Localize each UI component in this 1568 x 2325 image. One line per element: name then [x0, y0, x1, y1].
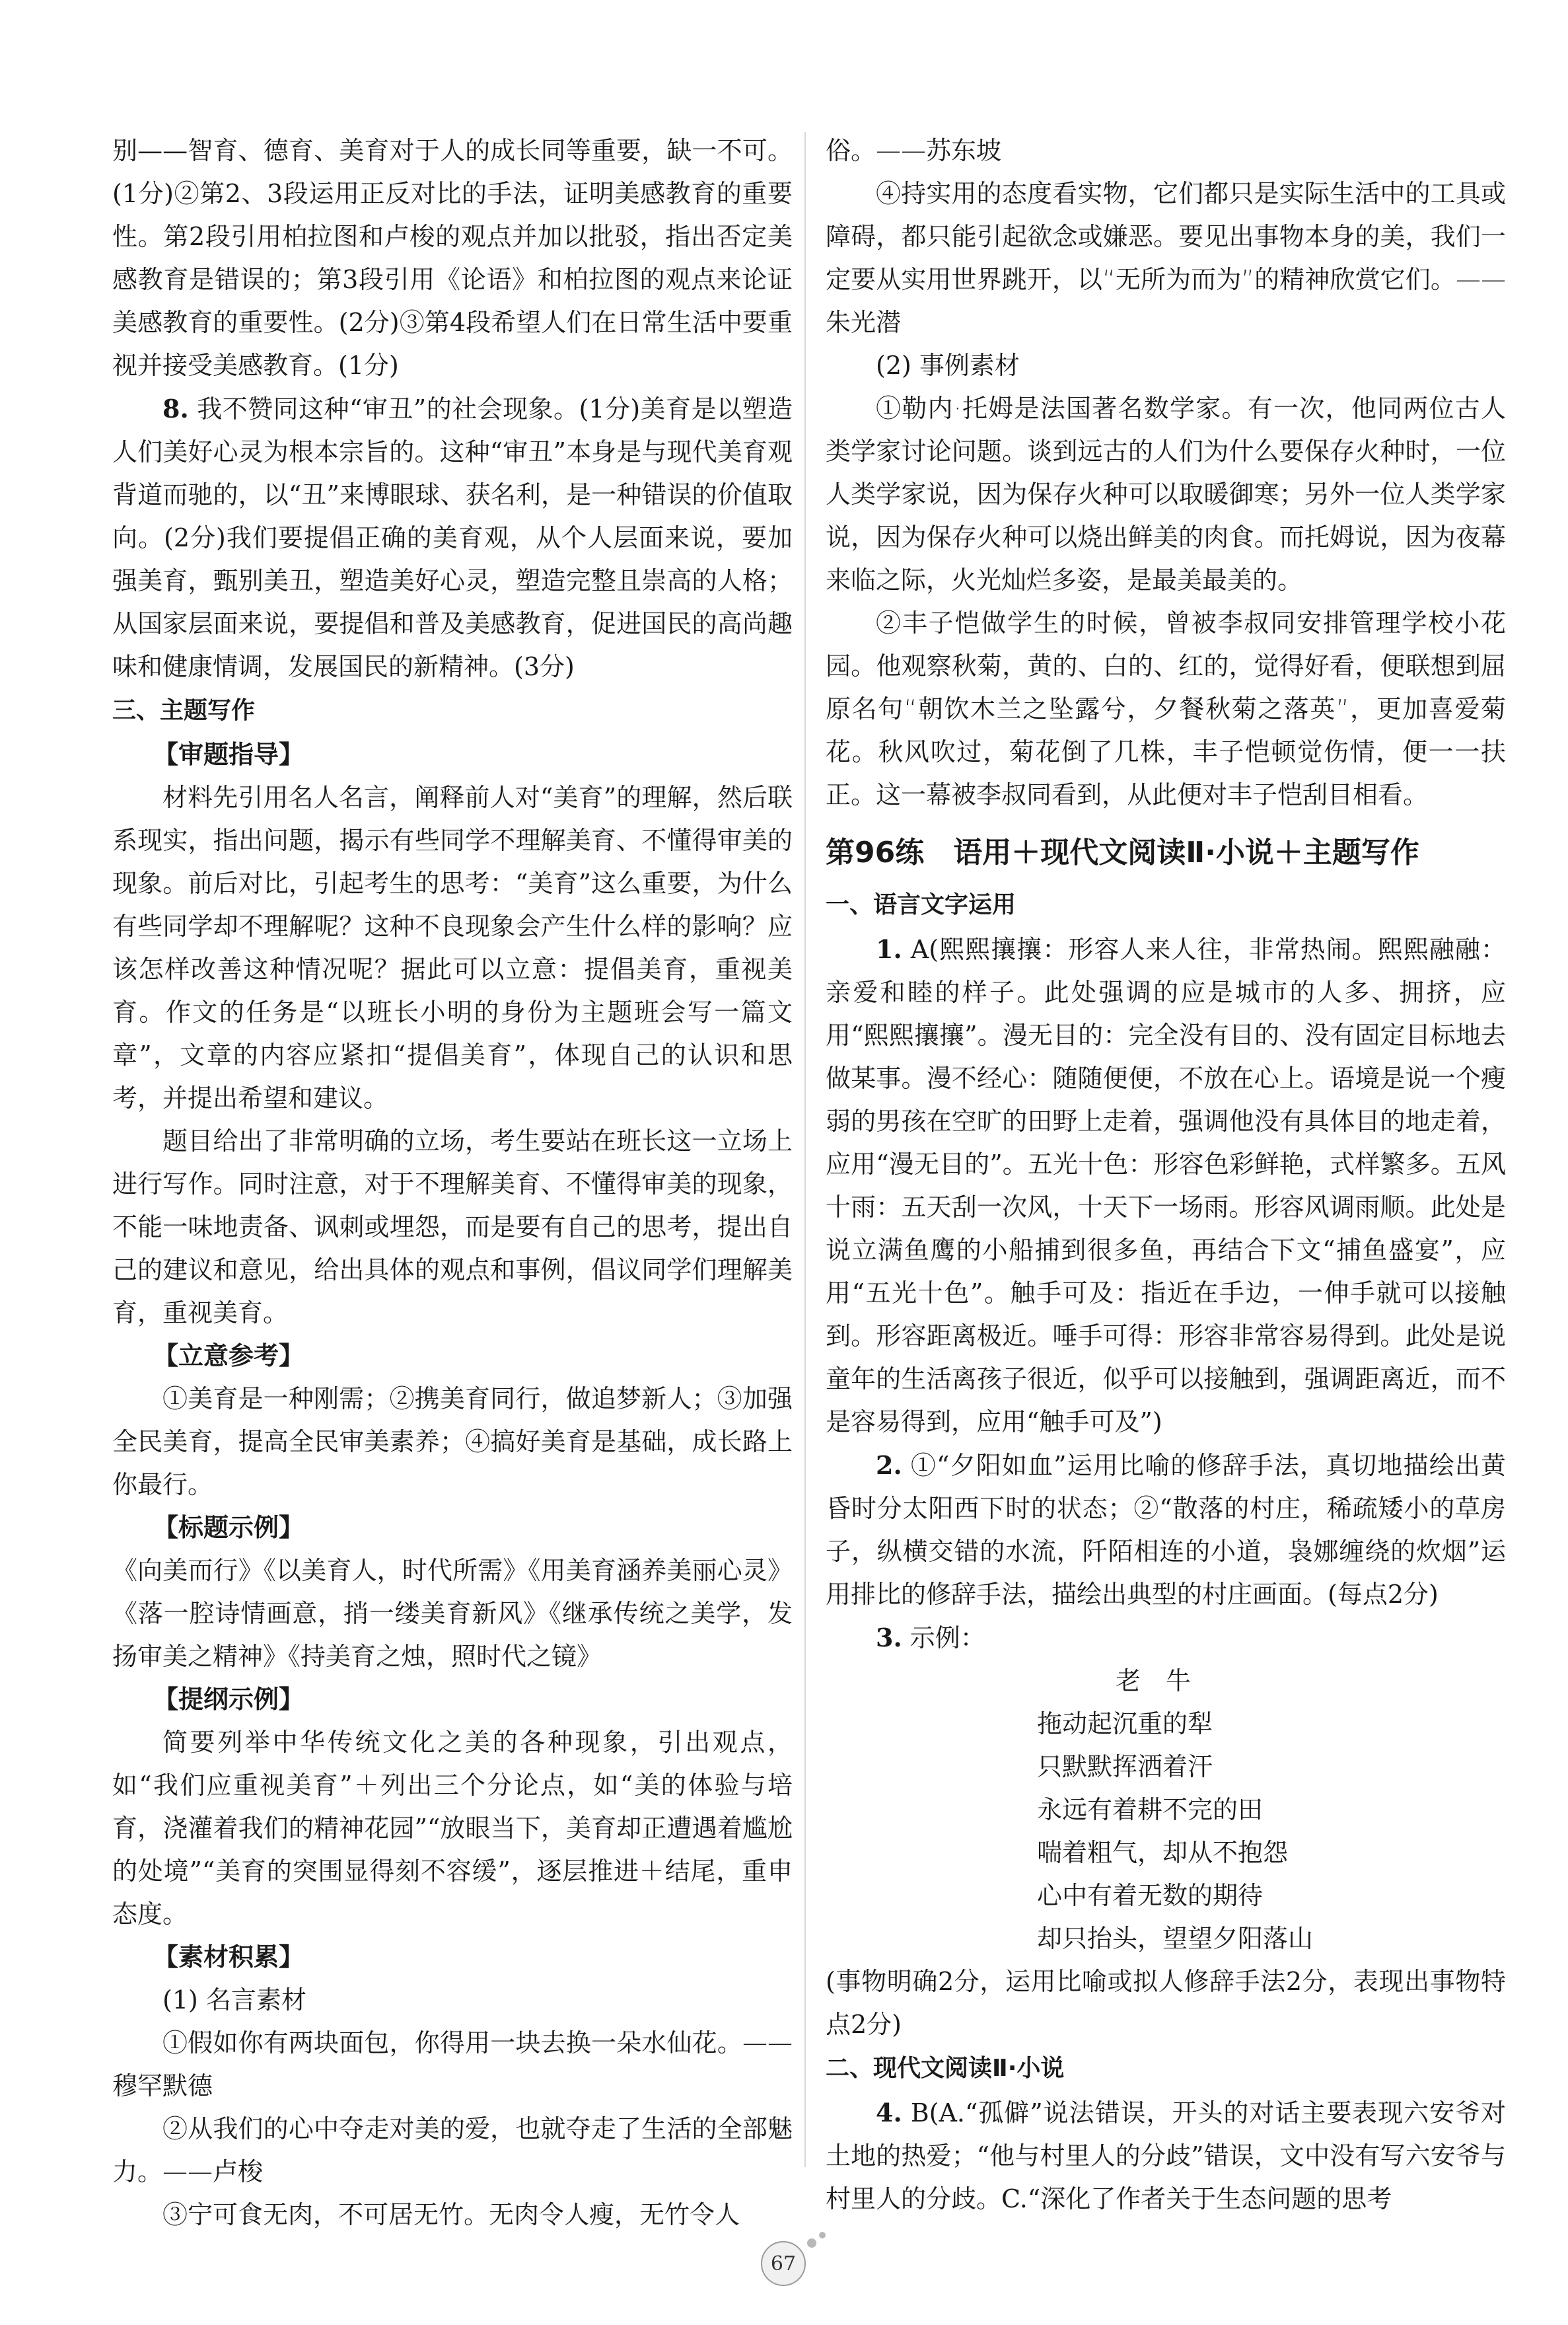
case-1: ①勒内·托姆是法国著名数学家。有一次，他同两位古人类学家讨论问题。谈到远古的人们为什么要保存火种时，一位人类学家说，因为保存火种可以取暖御寒；另外一位人类学家说，因为保存火种可以烧出鲜美的肉食。而托姆说，因为夜幕来临之际，火光灿烂多姿，是最美最美的。: [826, 394, 1506, 595]
liyi-paragraph: ①美育是一种刚需；②携美育同行，做追梦新人；③加强全民美育，提高全民审美素养；④搞好美育是基础，成长路上你最行。: [112, 1384, 793, 1499]
poem-line: 心中有着无数的期待: [1037, 1881, 1264, 1910]
poem-line: 永远有着耕不完的田: [1037, 1795, 1264, 1824]
answer-text: 我不赞同这种“审丑”的社会现象。(1分)美育是以塑造人们美好心灵为根本宗旨的。这种“审丑”本身是与现代美育观背道而驰的，以“丑”来博眼球、获名利，是一种错误的价值取向。(2分)我们要提倡正确的美育观，从个人层面来说，要加强美育，甄别美丑，塑造美好心灵，塑造完整且崇高的人格；从国家层面来说，要提倡和普及美感教育，促进国民的高尚趣味和健康情调，发展国民的新精神。(3分): [112, 394, 793, 681]
quote-2: ②从我们的心中夺走对美的爱，也就夺走了生活的全部魅力。——卢梭: [112, 2114, 793, 2186]
poem-line: 只默默挥洒着汗: [1037, 1752, 1213, 1781]
left-column: [112, 129, 793, 2236]
answer-3: [826, 1616, 1506, 1660]
biaoti-paragraph: 《向美而行》《以美育人，时代所需》《用美育涵养美丽心灵》《落一腔诗情画意，捎一缕美育新风》《继承传统之美学，发扬审美之精神》《持美育之烛，照时代之镜》: [112, 1556, 793, 1671]
poem-line: 喘着粗气，却从不抱怨: [1037, 1838, 1289, 1867]
quote-1: ①假如你有两块面包，你得用一块去换一朵水仙花。——穆罕默德: [112, 2028, 793, 2100]
right-column: [826, 129, 1506, 2221]
question-number: 2.: [876, 1450, 902, 1480]
quote-3-end: 俗。——苏东坡: [826, 136, 1002, 165]
section-heading-language: 一、语言文字运用: [826, 891, 1016, 918]
tag-biaoti: 【标题示例】: [153, 1513, 304, 1542]
answer-2: [826, 1444, 1506, 1616]
quote-3-start: ③宁可食无肉，不可居无竹。无肉令人瘦，无竹令人: [162, 2200, 740, 2229]
answer-text: A(熙熙攘攘：形容人来人往，非常热闹。熙熙融融：亲爱和睦的样子。此处强调的应是城市的人多、拥挤，应用“熙熙攘攘”。漫无目的：完全没有目的、没有固定目标地去做某事。漫不经心：随随便便，不放在心上。语境是说一个瘦弱的男孩在空旷的田野上走着，强调他没有具体目的地走着，应用“漫无目的”。五光十色：形容色彩鲜艳，式样繁多。五风十雨：五天刮一次风，十天下一场雨。形容风调雨顺。此处是说立满鱼鹰的小船捕到很多鱼，再结合下文“捕鱼盛宴”，应用“五光十色”。触手可及：指近在手边，一伸手就可以接触到。形容距离极近。唾手可得：形容非常容易得到。此处是说童年的生活离孩子很近，似乎可以接触到，强调距离近，而不是容易得到，应用“触手可及”): [826, 935, 1506, 1436]
tag-sucai: 【素材积累】: [153, 1942, 304, 1972]
tigang-paragraph: 简要列举中华传统文化之美的各种现象，引出观点，如“我们应重视美育”＋列出三个分论点，如“美的体验与培育，浇灌着我们的精神花园”“放眼当下，美育却正遭遇着尴尬的处境”“美育的突围显得刻不容缓”，逐层推进＋结尾，重申态度。: [112, 1728, 793, 1929]
case-2: ②丰子恺做学生的时候，曾被李叔同安排管理学校小花园。他观察秋菊，黄的、白的、红的，觉得好看，便联想到屈原名句“朝饮木兰之坠露兮，夕餐秋菊之落英”，更加喜爱菊花。秋风吹过，菊花倒了几株，丰子恺顿觉伤情，便一一扶正。这一幕被李叔同看到，从此便对丰子恺刮目相看。: [826, 609, 1506, 809]
decor-dot: [819, 2232, 826, 2238]
poem-line: 却只抬头，望望夕阳落山: [1037, 1924, 1314, 1953]
tag-shenti: 【审题指导】: [153, 740, 304, 769]
question-number: 3.: [876, 1623, 902, 1652]
question-number: 4.: [876, 2098, 902, 2127]
question-number: 1.: [876, 934, 902, 964]
answer-text: 示例：: [909, 1623, 985, 1652]
page-number: 67: [761, 2241, 806, 2286]
answer-7-continuation: 别——智育、德育、美育对于人的成长同等重要，缺一不可。(1分)②第2、3段运用正反对比的手法，证明美感教育的重要性。第2段引用柏拉图和卢梭的观点并加以批驳，指出否定美感教育是错误的；第3段引用《论语》和柏拉图的观点来论证美感教育的重要性。(2分)③第4段希望人们在日常生活中要重视并接受美感教育。(1分): [112, 136, 793, 380]
answer-4: [826, 2091, 1506, 2221]
sucai-subheading-cases: (2) 事例素材: [876, 351, 1020, 380]
lesson-title: 第96练 语用＋现代文阅读Ⅱ·小说＋主题写作: [826, 836, 1419, 869]
answer-1: [826, 928, 1506, 1444]
answer-text: B(A.“孤僻”说法错误，开头的对话主要表现六安爷对土地的热爱；“他与村里人的分歧”错误，文中没有写六安爷与村里人的分歧。C.“深化了作者关于生态问题的思考: [826, 2098, 1506, 2213]
column-divider: [804, 132, 806, 2167]
section-heading-writing: 三、主题写作: [112, 697, 256, 724]
section-heading-novel: 二、现代文阅读Ⅱ·小说: [826, 2055, 1065, 2082]
question-number: 8.: [162, 394, 189, 424]
decor-dot: [807, 2238, 816, 2248]
tag-tigang: 【提纲示例】: [153, 1685, 304, 1714]
shenti-paragraph-1: 材料先引用名人名言，阐释前人对“美育”的理解，然后联系现实，指出问题，揭示有些同学不理解美育、不懂得审美的现象。前后对比，引起考生的思考：“美育”这么重要，为什么有些同学却不理解呢？这种不良现象会产生什么样的影响？应该怎样改善这种情况呢？据此可以立意：提倡美育，重视美育。作文的任务是“以班长小明的身份为主题班会写一篇文章”，文章的内容应紧扣“提倡美育”，体现自己的认识和思考，并提出希望和建议。: [112, 783, 793, 1113]
tag-liyi: 【立意参考】: [153, 1341, 304, 1370]
scoring-note: (事物明确2分，运用比喻或拟人修辞手法2分，表现出事物特点2分): [826, 1967, 1506, 2039]
sucai-subheading-quotes: (1) 名言素材: [162, 1985, 306, 2014]
answer-text: ①“夕阳如血”运用比喻的修辞手法，真切地描绘出黄昏时分太阳西下时的状态；②“散落的村庄，稀疏矮小的草房子，纵横交错的水流，阡陌相连的小道，袅娜缠绕的炊烟”运用排比的修辞手法，描绘出典型的村庄画面。(每点2分): [826, 1451, 1506, 1609]
poem-title: 老牛: [1115, 1666, 1216, 1695]
quote-4: ④持实用的态度看实物，它们都只是实际生活中的工具或障碍，都只能引起欲念或嫌恶。要见出事物本身的美，我们一定要从实用世界跳开，以“无所为而为”的精神欣赏它们。——朱光潜: [826, 179, 1506, 337]
poem-line: 拖动起沉重的犁: [1037, 1709, 1213, 1738]
answer-8: [112, 387, 793, 688]
shenti-paragraph-2: 题目给出了非常明确的立场，考生要站在班长这一立场上进行写作。同时注意，对于不理解美育、不懂得审美的现象，不能一味地责备、讽刺或埋怨，而是要有自己的思考，提出自己的建议和意见，给出具体的观点和事例，倡议同学们理解美育，重视美育。: [112, 1126, 793, 1327]
